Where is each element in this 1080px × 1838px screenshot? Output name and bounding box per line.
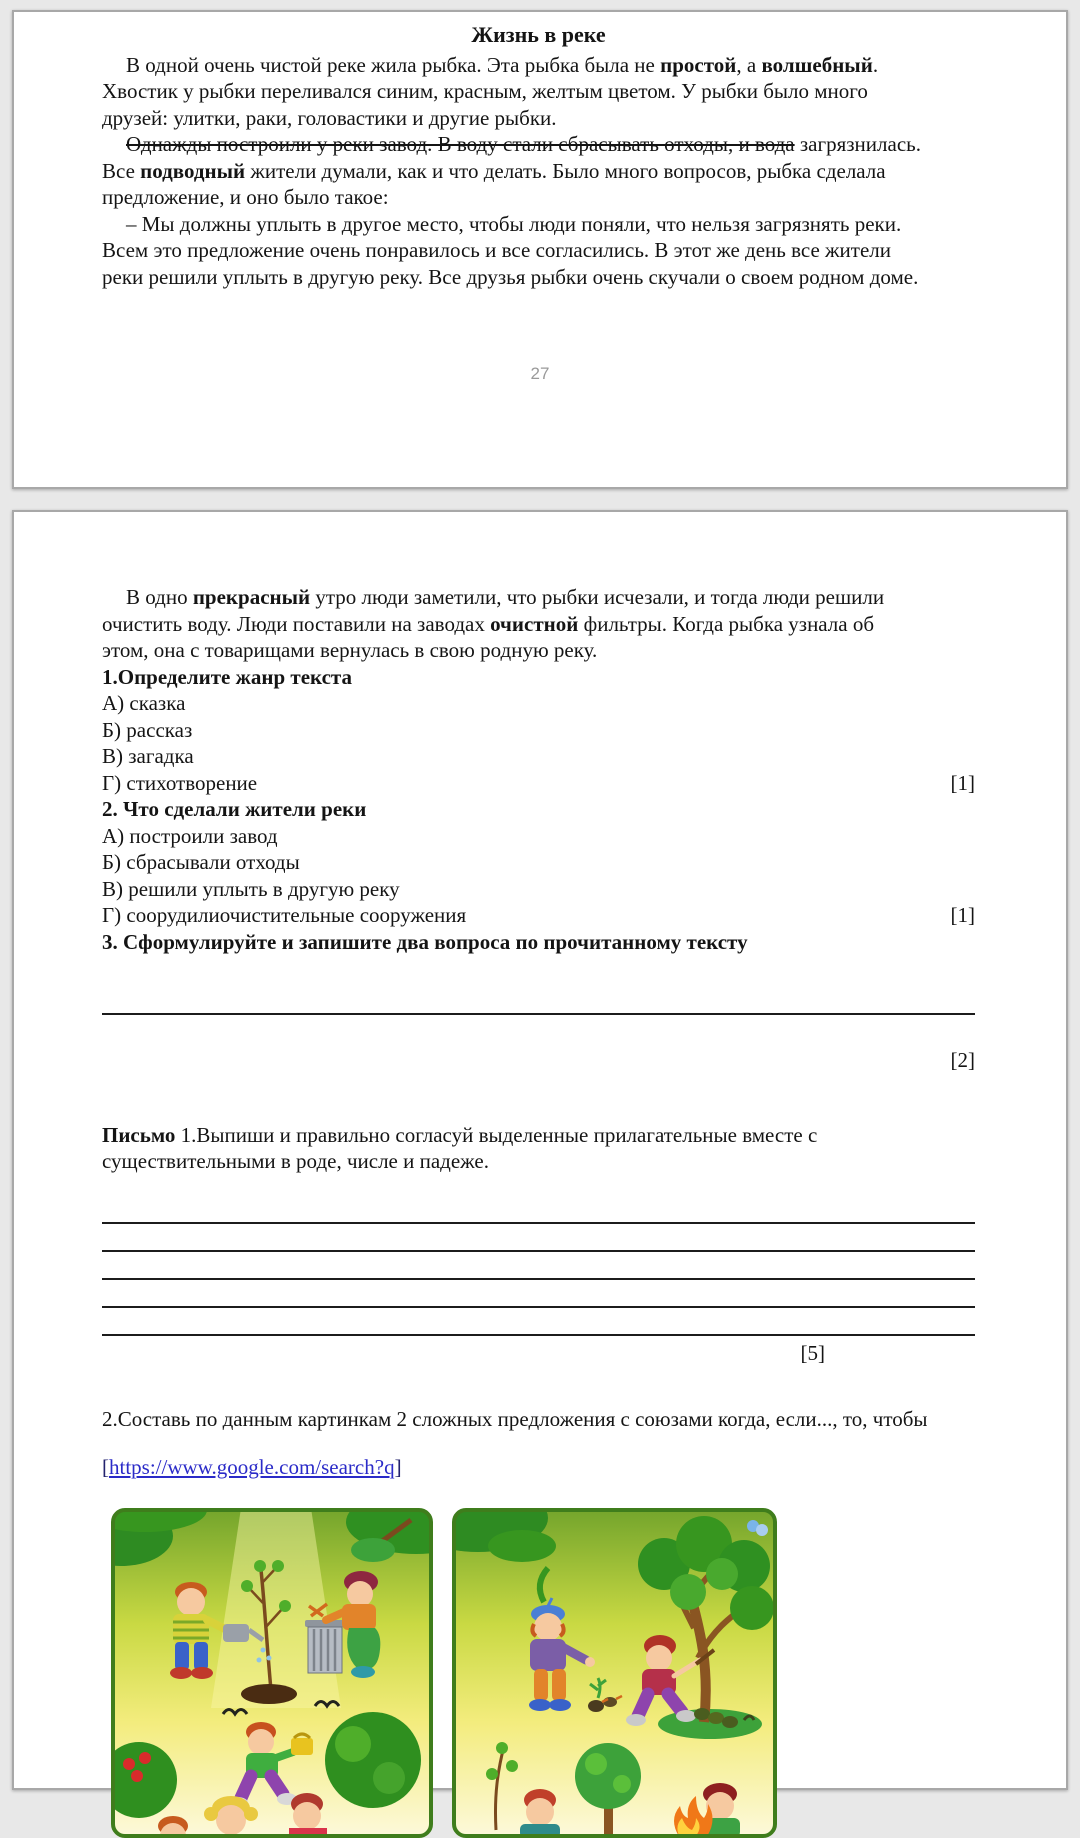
answer-line: [102, 1308, 975, 1336]
children-watering-and-planting-trees-illustration: [111, 1508, 433, 1838]
children-in-forest-with-birds-and-fire-illustration: [452, 1508, 777, 1838]
bold-word-podvodny: подводный: [140, 158, 246, 183]
question-1-heading: 1.Определите жанр текста: [102, 664, 352, 689]
question-1-option-b: Б) рассказ: [102, 717, 193, 742]
bold-word-volshebny: волшебный: [761, 52, 873, 77]
question-2-option-a: А) построили завод: [102, 823, 278, 848]
question-3-heading: 3. Сформулируйте и запишите два вопроса по прочитанному тексту: [102, 929, 748, 954]
question-1-score-badge: [1]: [950, 770, 975, 795]
story-paragraph-5: В одно прекрасный утро люди заметили, что рыбки исчезали, и тогда люди решили очистить воду. Люди поставили на заводах очистной фильтры. Когда рыбка узнала об этом, она с товарищами вернулась в свою родную реку.: [102, 585, 885, 662]
question-2-option-v: В) решили уплыть в другую реку: [102, 876, 400, 901]
question-2-option-b: Б) сбрасывали отходы: [102, 850, 300, 874]
answer-line: [102, 1252, 975, 1280]
bold-word-ochistnoy: очистной: [490, 611, 579, 636]
task-2-pictures: [111, 1508, 975, 1838]
document-page-2: [12, 510, 1068, 1790]
question-2-heading: 2. Что сделали жители реки: [102, 797, 367, 821]
story-paragraph-2: Однажды построили у реки завод. В воду стали сбрасывать отходы, и вода загрязнилась. Все подводный жители думали, как и что делать. Было много вопросов, рыбка сделала предложение, и оно было такое:: [102, 132, 921, 209]
question-3-score-badge: [2]: [950, 1048, 975, 1072]
question-2-option-g-row: [102, 902, 975, 929]
answer-line: [102, 1280, 975, 1308]
writing-section-label: Письмо: [102, 1122, 176, 1147]
writing-section-task-2: 2.Составь по данным картинкам 2 сложных предложения с союзами когда, если..., то, чтобы: [102, 1407, 928, 1431]
google-search-link[interactable]: https://www.google.com/search?q: [109, 1454, 395, 1479]
answer-line: [102, 1224, 975, 1252]
page-2-content: [14, 512, 1066, 1838]
bold-word-prekrasny: прекрасный: [192, 585, 311, 609]
story-paragraph-1: В одной очень чистой реке жила рыбка. Эта рыбка была не простой, а волшебный. Хвостик у рыбки переливался синим, красным, желтым цветом. У рыбки было много друзей: улитки, раки, головастики и другие рыбки.: [102, 52, 879, 130]
story-paragraph-3: – Мы должны уплыть в другое место, чтобы люди поняли, что нельзя загрязнять реки.: [126, 211, 902, 236]
bold-word-prostoy: простой: [660, 52, 737, 77]
page-number: 27: [530, 364, 550, 383]
link-line: [https://www.google.com/search?q]: [102, 1454, 402, 1479]
struck-text-artifact: Однажды построили у реки завод. В воду стали сбрасывать отходы, и вода: [126, 132, 795, 156]
page-1-content: [14, 12, 1066, 290]
question-2-option-g: Г) соорудилиочистительные сооружения: [102, 903, 467, 927]
answer-line: [102, 989, 975, 1015]
document-title: Жизнь в реке: [471, 22, 606, 47]
question-1-option-g: Г) стихотворение: [102, 770, 258, 795]
question-1-option-v: В) загадка: [102, 744, 194, 768]
story-paragraph-4: Всем это предложение очень понравилось и все согласились. В этот же день все жители реки решили уплыть в другую реку. Все друзья рыбки очень скучали о своем родном доме.: [102, 238, 919, 289]
document-page-1: [12, 10, 1068, 489]
writing-answer-lines: [102, 1196, 975, 1336]
question-2-score-badge: [1]: [950, 903, 975, 927]
question-1-option-a: А) сказка: [102, 691, 186, 715]
question-1-option-g-row: [102, 770, 975, 797]
writing-section-task-1: Письмо 1.Выпиши и правильно согласуй выделенные прилагательные вместе с существительными в роде, числе и падеже.: [102, 1122, 818, 1173]
writing-task-1-score-badge: [5]: [800, 1340, 825, 1365]
answer-line: [102, 1196, 975, 1224]
